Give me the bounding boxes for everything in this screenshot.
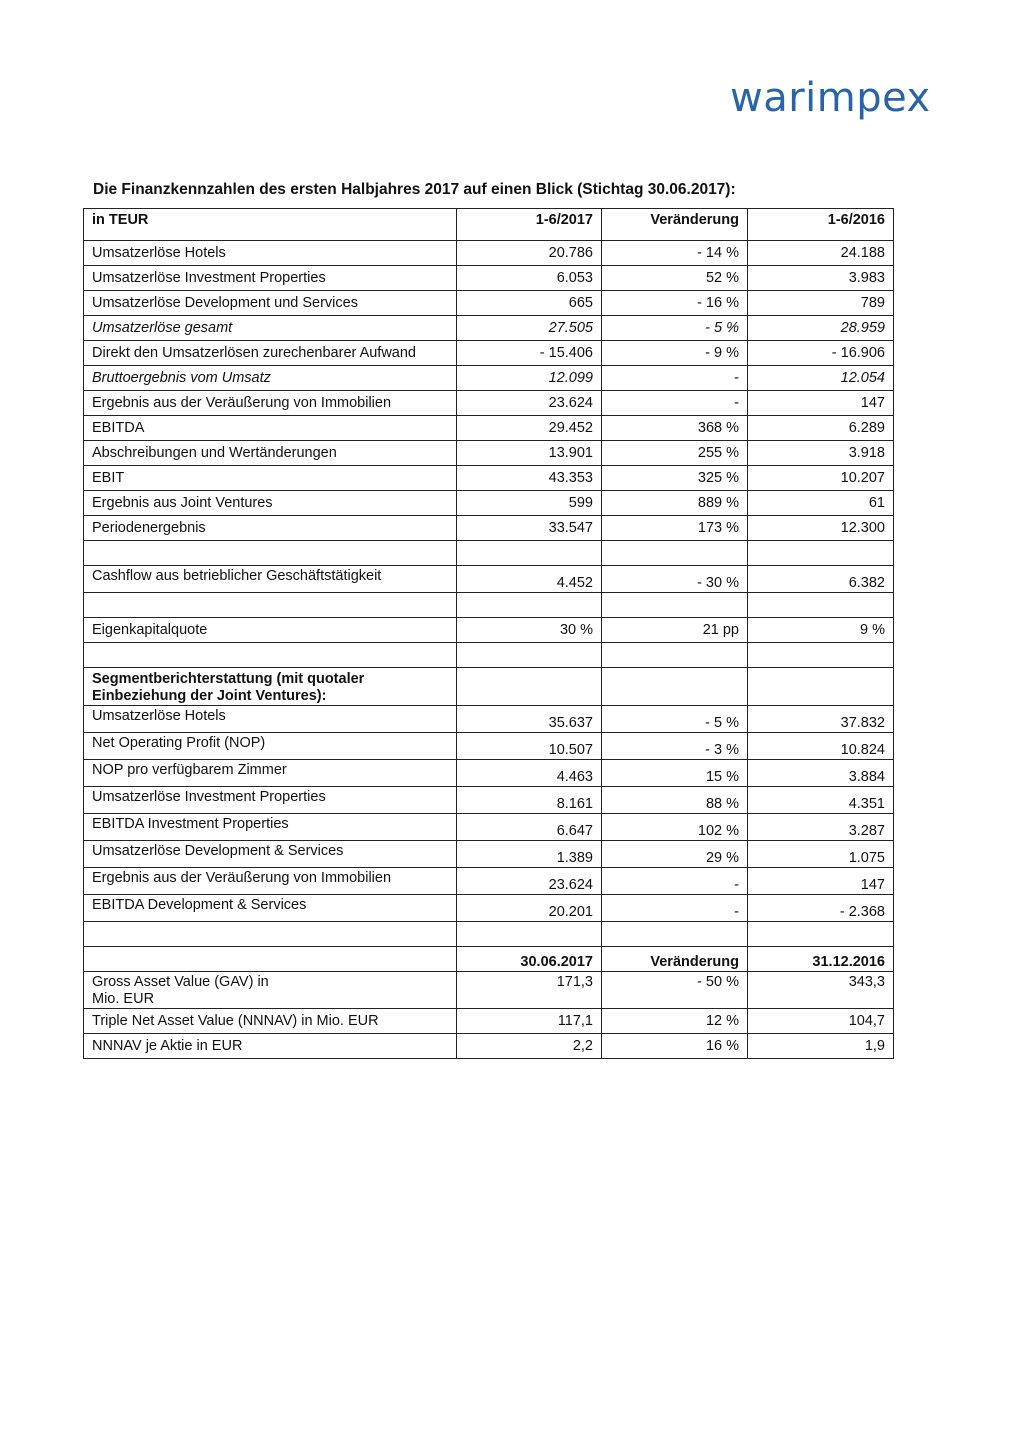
value-2017: 43.353 <box>457 466 602 491</box>
value-2017: 599 <box>457 491 602 516</box>
value-2017: 12.099 <box>457 366 602 391</box>
segment-row <box>84 841 894 868</box>
header-date-2016: 31.12.2016 <box>748 947 894 972</box>
header-unit: in TEUR <box>84 209 457 241</box>
table-row <box>84 416 894 441</box>
value-2017: 4.463 <box>457 760 602 787</box>
value-2016: 24.188 <box>748 241 894 266</box>
value-2016: 6.382 <box>748 566 894 593</box>
asset-row <box>84 1009 894 1034</box>
row-label: Net Operating Profit (NOP) <box>84 733 457 760</box>
value-change: 21 pp <box>602 618 748 643</box>
value-2016: 12.300 <box>748 516 894 541</box>
financial-table <box>83 208 894 1059</box>
table-row <box>84 266 894 291</box>
value-2017: 27.505 <box>457 316 602 341</box>
value-2017: 117,1 <box>457 1009 602 1034</box>
value-2016: 147 <box>748 868 894 895</box>
table-row <box>84 516 894 541</box>
value-change: - 5 % <box>602 316 748 341</box>
value-2017: 171,3 <box>457 972 602 1009</box>
row-label: Umsatzerlöse Investment Properties <box>84 787 457 814</box>
value-2017: 20.786 <box>457 241 602 266</box>
value-2017: 1.389 <box>457 841 602 868</box>
table-row <box>84 366 894 391</box>
table-row <box>84 466 894 491</box>
value-2017: 23.624 <box>457 391 602 416</box>
header-change: Veränderung <box>602 947 748 972</box>
asset-header-row <box>84 947 894 972</box>
spacer-row <box>84 593 894 618</box>
row-label: Direkt den Umsatzerlösen zurechenbarer Aufwand <box>84 341 457 366</box>
row-label <box>84 972 457 1009</box>
value-change: 325 % <box>602 466 748 491</box>
segment-heading-row <box>84 668 894 706</box>
row-label: NOP pro verfügbarem Zimmer <box>84 760 457 787</box>
segment-row <box>84 895 894 922</box>
table-header-row <box>84 209 894 241</box>
segment-row <box>84 868 894 895</box>
value-change: 88 % <box>602 787 748 814</box>
value-2016: 4.351 <box>748 787 894 814</box>
value-2017: 29.452 <box>457 416 602 441</box>
value-2017: 30 % <box>457 618 602 643</box>
segment-row <box>84 760 894 787</box>
value-2016: 1.075 <box>748 841 894 868</box>
table-row <box>84 391 894 416</box>
table-row <box>84 241 894 266</box>
spacer-row <box>84 541 894 566</box>
value-change: - 16 % <box>602 291 748 316</box>
row-label: Umsatzerlöse Development & Services <box>84 841 457 868</box>
value-change: 173 % <box>602 516 748 541</box>
value-change: - <box>602 391 748 416</box>
value-2016: 3.287 <box>748 814 894 841</box>
value-2016: 1,9 <box>748 1034 894 1059</box>
value-2016: 104,7 <box>748 1009 894 1034</box>
asset-header-label <box>84 947 457 972</box>
value-2016: 10.207 <box>748 466 894 491</box>
value-change: - 5 % <box>602 706 748 733</box>
value-2016: 61 <box>748 491 894 516</box>
value-2017: 35.637 <box>457 706 602 733</box>
row-label: Umsatzerlöse Investment Properties <box>84 266 457 291</box>
row-label: Cashflow aus betrieblicher Geschäftstätigkeit <box>84 566 457 593</box>
value-2017: 10.507 <box>457 733 602 760</box>
value-change: - <box>602 868 748 895</box>
row-label: Bruttoergebnis vom Umsatz <box>84 366 457 391</box>
value-2017: - 15.406 <box>457 341 602 366</box>
value-change: - <box>602 895 748 922</box>
value-change: - 9 % <box>602 341 748 366</box>
value-change: 15 % <box>602 760 748 787</box>
value-2016: 6.289 <box>748 416 894 441</box>
value-2017: 6.053 <box>457 266 602 291</box>
value-change: - <box>602 366 748 391</box>
value-2016: 28.959 <box>748 316 894 341</box>
header-date-2017: 30.06.2017 <box>457 947 602 972</box>
row-label-text: Gross Asset Value (GAV) in Mio. EUR <box>92 974 269 1007</box>
header-change: Veränderung <box>602 209 748 241</box>
row-label: EBITDA <box>84 416 457 441</box>
value-2016: 789 <box>748 291 894 316</box>
value-2017: 6.647 <box>457 814 602 841</box>
value-2016: 3.884 <box>748 760 894 787</box>
value-change: 52 % <box>602 266 748 291</box>
value-change: 102 % <box>602 814 748 841</box>
value-2016: 3.983 <box>748 266 894 291</box>
segment-row <box>84 814 894 841</box>
row-label: EBITDA Investment Properties <box>84 814 457 841</box>
table-row <box>84 491 894 516</box>
table-row <box>84 341 894 366</box>
row-label: Ergebnis aus Joint Ventures <box>84 491 457 516</box>
value-change: 16 % <box>602 1034 748 1059</box>
value-2016: - 16.906 <box>748 341 894 366</box>
value-2017: 4.452 <box>457 566 602 593</box>
row-label: Eigenkapitalquote <box>84 618 457 643</box>
table-row <box>84 316 894 341</box>
table-row <box>84 441 894 466</box>
value-change: 29 % <box>602 841 748 868</box>
segment-heading: Segmentberichterstattung (mit quotaler Einbeziehung der Joint Ventures): <box>84 668 457 706</box>
value-2016: 343,3 <box>748 972 894 1009</box>
value-2017: 8.161 <box>457 787 602 814</box>
value-2016: 10.824 <box>748 733 894 760</box>
value-change: 12 % <box>602 1009 748 1034</box>
value-2016: 12.054 <box>748 366 894 391</box>
value-change: 255 % <box>602 441 748 466</box>
row-label: EBIT <box>84 466 457 491</box>
row-label: NNNAV je Aktie in EUR <box>84 1034 457 1059</box>
segment-row <box>84 706 894 733</box>
row-label: Umsatzerlöse Development und Services <box>84 291 457 316</box>
header-period-2017: 1-6/2017 <box>457 209 602 241</box>
spacer-row <box>84 643 894 668</box>
value-2016: - 2.368 <box>748 895 894 922</box>
value-2017: 2,2 <box>457 1034 602 1059</box>
value-change: - 50 % <box>602 972 748 1009</box>
value-2016: 3.918 <box>748 441 894 466</box>
value-change: 368 % <box>602 416 748 441</box>
row-label: Umsatzerlöse gesamt <box>84 316 457 341</box>
asset-row <box>84 1034 894 1059</box>
value-change: - 3 % <box>602 733 748 760</box>
cashflow-row <box>84 566 894 593</box>
value-change: - 14 % <box>602 241 748 266</box>
header-period-2016: 1-6/2016 <box>748 209 894 241</box>
segment-row <box>84 787 894 814</box>
value-2017: 20.201 <box>457 895 602 922</box>
value-2017: 33.547 <box>457 516 602 541</box>
asset-row <box>84 972 894 1009</box>
row-label: Triple Net Asset Value (NNNAV) in Mio. EUR <box>84 1009 457 1034</box>
row-label: EBITDA Development & Services <box>84 895 457 922</box>
value-2017: 23.624 <box>457 868 602 895</box>
value-change: 889 % <box>602 491 748 516</box>
value-2017: 665 <box>457 291 602 316</box>
row-label: Abschreibungen und Wertänderungen <box>84 441 457 466</box>
row-label: Umsatzerlöse Hotels <box>84 241 457 266</box>
spacer-row <box>84 922 894 947</box>
value-2017: 13.901 <box>457 441 602 466</box>
warimpex-logo: warimpex <box>730 75 931 121</box>
row-label: Ergebnis aus der Veräußerung von Immobilien <box>84 391 457 416</box>
table-row <box>84 291 894 316</box>
segment-row <box>84 733 894 760</box>
row-label: Ergebnis aus der Veräußerung von Immobilien <box>84 868 457 895</box>
row-label: Umsatzerlöse Hotels <box>84 706 457 733</box>
value-change: - 30 % <box>602 566 748 593</box>
value-2016: 147 <box>748 391 894 416</box>
value-2016: 9 % <box>748 618 894 643</box>
value-2016: 37.832 <box>748 706 894 733</box>
row-label: Periodenergebnis <box>84 516 457 541</box>
page-title: Die Finanzkennzahlen des ersten Halbjahres 2017 auf einen Blick (Stichtag 30.06.2017): <box>93 181 736 198</box>
equity-ratio-row <box>84 618 894 643</box>
